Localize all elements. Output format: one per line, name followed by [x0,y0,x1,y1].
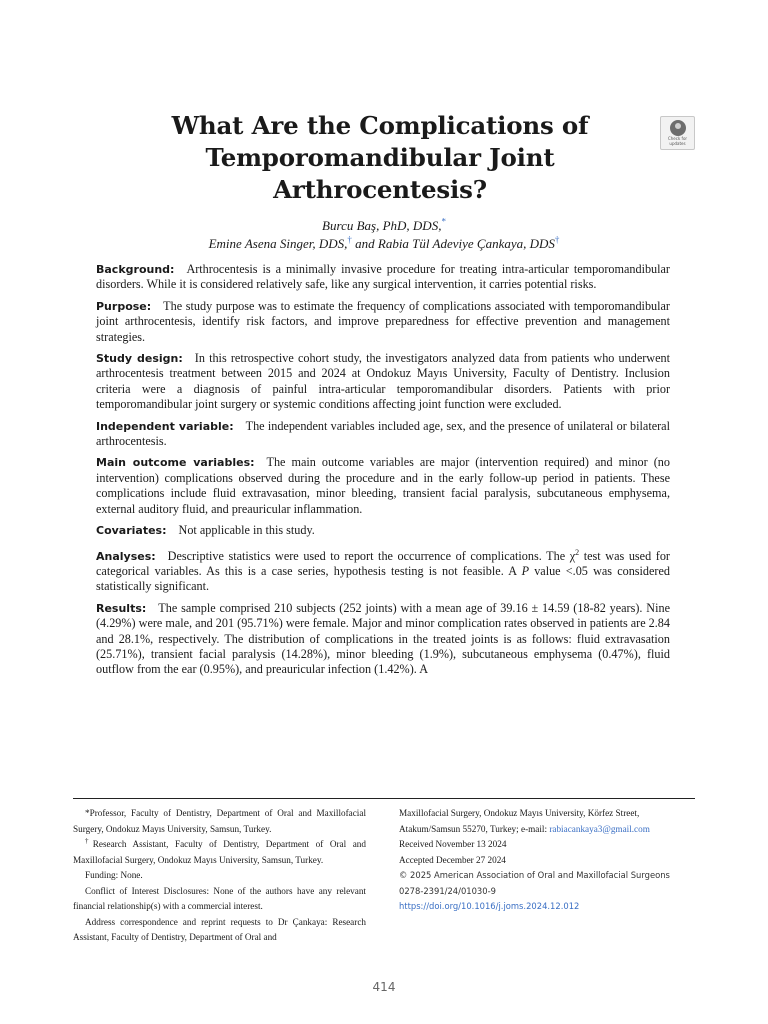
page-number: 414 [372,980,396,994]
section-heading: Covariates: [96,524,167,538]
section-text: Arthrocentesis is a minimally invasive procedure for treating intra-articular temporomandibular disorders. While it is considered relatively safe, like any surgical intervention, it carries potential risks. [96,262,670,292]
check-for-updates-icon [670,120,686,136]
email-link[interactable]: rabiacankaya3@gmail.com [549,823,650,834]
footnote-funding: Funding: None. [85,870,143,880]
section-text: Not applicable in this study. [178,523,315,538]
abstract-study-design [96,351,670,413]
issn: 0278-2391/24/01030-9 [399,885,496,896]
footnote-conflict: Conflict of Interest Disclosures: None of the authors have any relevant financial relationship(s) with a commercial interest. [73,885,366,911]
p-symbol: P [521,563,530,578]
footnote-divider [73,798,695,799]
abstract-independent-variable [96,419,670,450]
footnote-text: Research Assistant, Faculty of Dentistry, Department of Oral and Maxillofacial Surgery, Ondokuz Mayıs University, Samsun, Turkey. [73,839,366,865]
author-name: Burcu Baş, PhD, DDS, [322,218,442,233]
section-heading: Study design: [96,352,183,366]
section-heading: Independent variable: [96,419,234,433]
abstract-background [96,262,670,293]
section-heading: Analyses: [96,549,156,563]
copyright-notice: © 2025 American Association of Oral and Maxillofacial Surgeons [399,870,670,880]
section-text: The sample comprised 210 subjects (252 joints) with a mean age of 39.16 ± 14.59 (18-82 years). Nine (4.29%) were male, and 201 (95.71%) were female. Major and minor complication rates observed in patients are 2.84 and 28.1%, respectively. The distribution of complications in the treated joints is as follows: fluid extravasation (25.71%), transient facial paralysis (14.28%), minor bleeding (1.9%), subcutaneous emphysema (0.47%), fluid outflow from the ear (0.95%), and preauricular infection (1.42%). A [96,600,670,677]
footnote-address-continued [399,806,695,837]
abstract-results [96,601,670,678]
section-text: The independent variables included age, sex, and the presence of unilateral or bilateral arthrocentesis. [96,418,670,449]
author-line-2 [80,235,688,253]
footnote-dagger [73,837,366,868]
received-date: Received November 13 2024 [399,839,507,849]
section-heading: Main outcome variables: [96,456,255,470]
abstract-main-outcome [96,455,670,517]
accepted-date: Accepted December 27 2024 [399,854,506,865]
superscript: 2 [575,547,580,557]
section-text: In this retrospective cohort study, the investigators analyzed data from patients who underwent arthrocentesis treatment between 2015 and 2024 at Ondokuz Mayıs University, Faculty of Dentistry. Inclusion criteria were a diagnosis of painful intra-articular temporomandibular disorders. Patients with prior temporomandibular joint surgery or systemic conditions affecting joint function were excluded. [96,351,670,412]
section-text: test was used for categorical variables. As this is a case series, hypothesis testing is not feasible. A [96,548,670,578]
doi-link[interactable]: https://doi.org/10.1016/j.joms.2024.12.012 [399,901,580,911]
abstract-purpose [96,299,670,345]
author-line-1 [80,217,688,235]
footnote-address: Address correspondence and reprint requests to Dr Çankaya: Research Assistant, Faculty of Dentistry, Department of Oral and [73,916,366,942]
article-title: What Are the Complications of Temporomandibular Joint Arthrocentesis? [171,111,589,204]
affiliation-mark[interactable]: † [554,234,560,245]
abstract-analyses [96,545,670,595]
section-heading: Background: [96,263,175,276]
check-for-updates-label: Check for updates [667,136,688,146]
affiliation-mark[interactable]: † [347,234,352,245]
section-text: value <.05 was considered statistically significant. [96,563,670,594]
abstract-covariates [96,523,670,538]
author-name: Emine Asena Singer, DDS, [208,236,348,251]
section-heading: Results: [96,601,147,615]
footnotes-right [399,806,695,915]
author-list [80,217,688,253]
footnote-mark: † [85,836,93,845]
footnotes-left [73,806,366,946]
section-text: The main outcome variables are major (intervention required) and minor (no intervention) complications observed during the procedure and in the early follow-up period in patients. These complications include fluid extravasation, minor bleeding, transient facial paralysis, subcutaneous emphysema, external auditory fluid, and preauricular inflammation. [96,455,670,516]
section-text: The study purpose was to estimate the frequency of complications associated with temporomandibular joint arthrocentesis, identify risk factors, and improve preparedness for effective prevention and management strategies. [96,298,670,344]
affiliation-mark[interactable]: * [441,216,446,227]
section-text: Descriptive statistics were used to report the occurrence of complications. The χ [167,548,576,563]
check-for-updates-badge[interactable] [660,116,695,150]
author-name: Rabia Tül Adeviye Çankaya, DDS [377,236,555,251]
section-heading: Purpose: [96,299,152,313]
structured-abstract [96,262,670,684]
address-text: Maxillofacial Surgery, Ondokuz Mayıs University, Körfez Street, Atakum/Samsun 55270, Turkey; e-mail: [399,808,640,834]
footnote-star: *Professor, Faculty of Dentistry, Department of Oral and Maxillofacial Surgery, Ondokuz Mayıs University, Samsun, Turkey. [73,808,366,834]
author-join: and [351,236,378,251]
